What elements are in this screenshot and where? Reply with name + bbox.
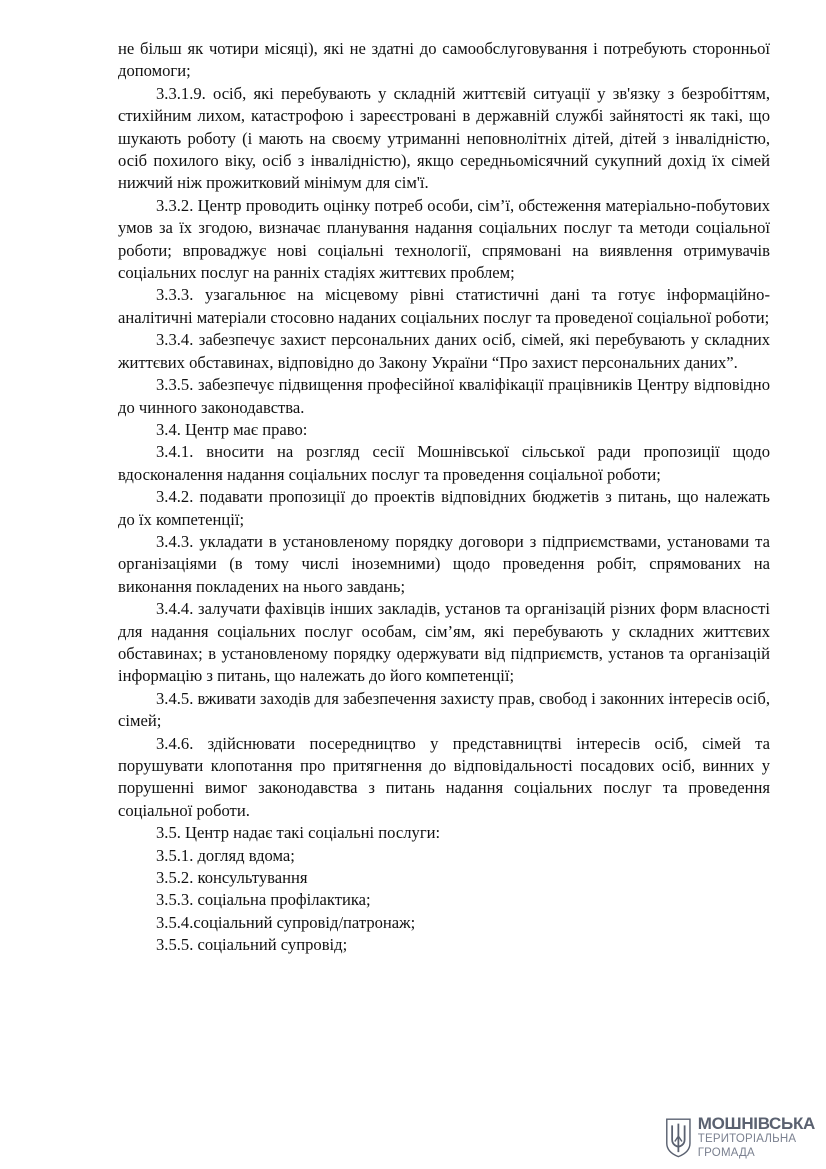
- paragraph-3-5-4: 3.5.4.соціальний супровід/патронаж;: [156, 912, 416, 932]
- paragraph-3-3-3: 3.3.3. узагальнює на місцевому рівні статистичні дані та готує інформаційно-аналітичні матеріали стосовно наданих соціальних послуг та проведеної соціальної роботи;: [118, 285, 770, 327]
- logo-line-1: ТЕРИТОРІАЛЬНА: [697, 1133, 797, 1145]
- paragraph-3-4-6: 3.4.6. здійснювати посередництво у представництві інтересів осіб, сімей та порушувати клопотання про притягнення до відповідальності посадових осіб, винних у порушенні вимог законодавства з питань надання соціальних послуг та проведення соціальної роботи.: [118, 733, 770, 820]
- logo-name: МОШНІВСЬКА: [697, 1114, 815, 1133]
- trident-emblem-icon: [665, 1114, 692, 1160]
- paragraph-3-3-4: 3.3.4. забезпечує захист персональних даних осіб, сімей, які перебувають у складних життєвих обставинах, відповідно до Закону України “Про захист персональних даних”.: [118, 330, 770, 372]
- paragraph-3-3-5: 3.3.5. забезпечує підвищення професійної кваліфікації працівників Центру відповідно до чинного законодавства.: [118, 375, 770, 417]
- paragraph-3-5: 3.5. Центр надає такі соціальні послуги:: [156, 823, 441, 843]
- paragraph-3-5-3: 3.5.3. соціальна профілактика;: [156, 890, 371, 910]
- paragraph-continuation: не більш як чотири місяці), які не здатні до самообслуговування і потребують сторонньої допомоги;: [118, 39, 770, 81]
- paragraph-3-4-2: 3.4.2. подавати пропозиції до проектів відповідних бюджетів з питань, що належать до їх компетенції;: [118, 487, 770, 529]
- logo-line-2: ГРОМАДА: [697, 1146, 755, 1159]
- paragraph-3-5-1: 3.5.1. догляд вдома;: [156, 845, 295, 865]
- paragraph-3-4-1: 3.4.1. вносити на розгляд сесії Мошнівської сільської ради пропозиції щодо вдосконалення надання соціальних послуг та проведення соціальної роботи;: [118, 442, 770, 484]
- paragraph-3-4-5: 3.4.5. вживати заходів для забезпечення захисту прав, свобод і законних інтересів осіб, сімей;: [118, 688, 770, 731]
- paragraph-3-4: 3.4. Центр має право:: [156, 419, 308, 439]
- document-body: [118, 38, 770, 957]
- paragraph-3-3-2: 3.3.2. Центр проводить оцінку потреб особи, сім’ї, обстеження матеріально-побутових умов за їх згодою, визначає планування надання соціальних послуг та методи соціальної роботи; впроваджує нові соціальні технології, спрямовані на виявлення отримувачів соціальних послуг на ранніх стадіях життєвих проблем;: [118, 195, 770, 283]
- paragraph-3-4-4: 3.4.4. залучати фахівців інших закладів, установ та організацій різних форм власності для надання соціальних послуг особам, сім’ям, які перебувають у складних життєвих обставинах; в установленому порядку одержувати від підприємств, установ та організацій інформацію з питань, що належать до його компетенції;: [118, 599, 770, 686]
- paragraph-3-3-1-9: 3.3.1.9. осіб, які перебувають у складній життєвій ситуації у зв'язку з безробіттям, стихійним лихом, катастрофою і зареєстровані в державній службі зайнятості як такі, що шукають роботу (і мають на своєму утриманні неповнолітніх дітей, дітей з інвалідністю, осіб похилого віку, осіб з інвалідністю), якщо середньомісячний сукупний дохід їх сімей нижчий ніж прожитковий мінімум для сім'ї.: [118, 83, 770, 193]
- paragraph-3-5-2: 3.5.2. консультування: [156, 868, 308, 888]
- paragraph-3-4-3: 3.4.3. укладати в установленому порядку договори з підприємствами, установами та організаціями (в тому числі іноземними) щодо проведення робіт, спрямованих на виконання покладених на нього завдань;: [118, 531, 770, 596]
- community-logo: [665, 1112, 815, 1162]
- paragraph-3-5-5: 3.5.5. соціальний супровід;: [156, 935, 348, 955]
